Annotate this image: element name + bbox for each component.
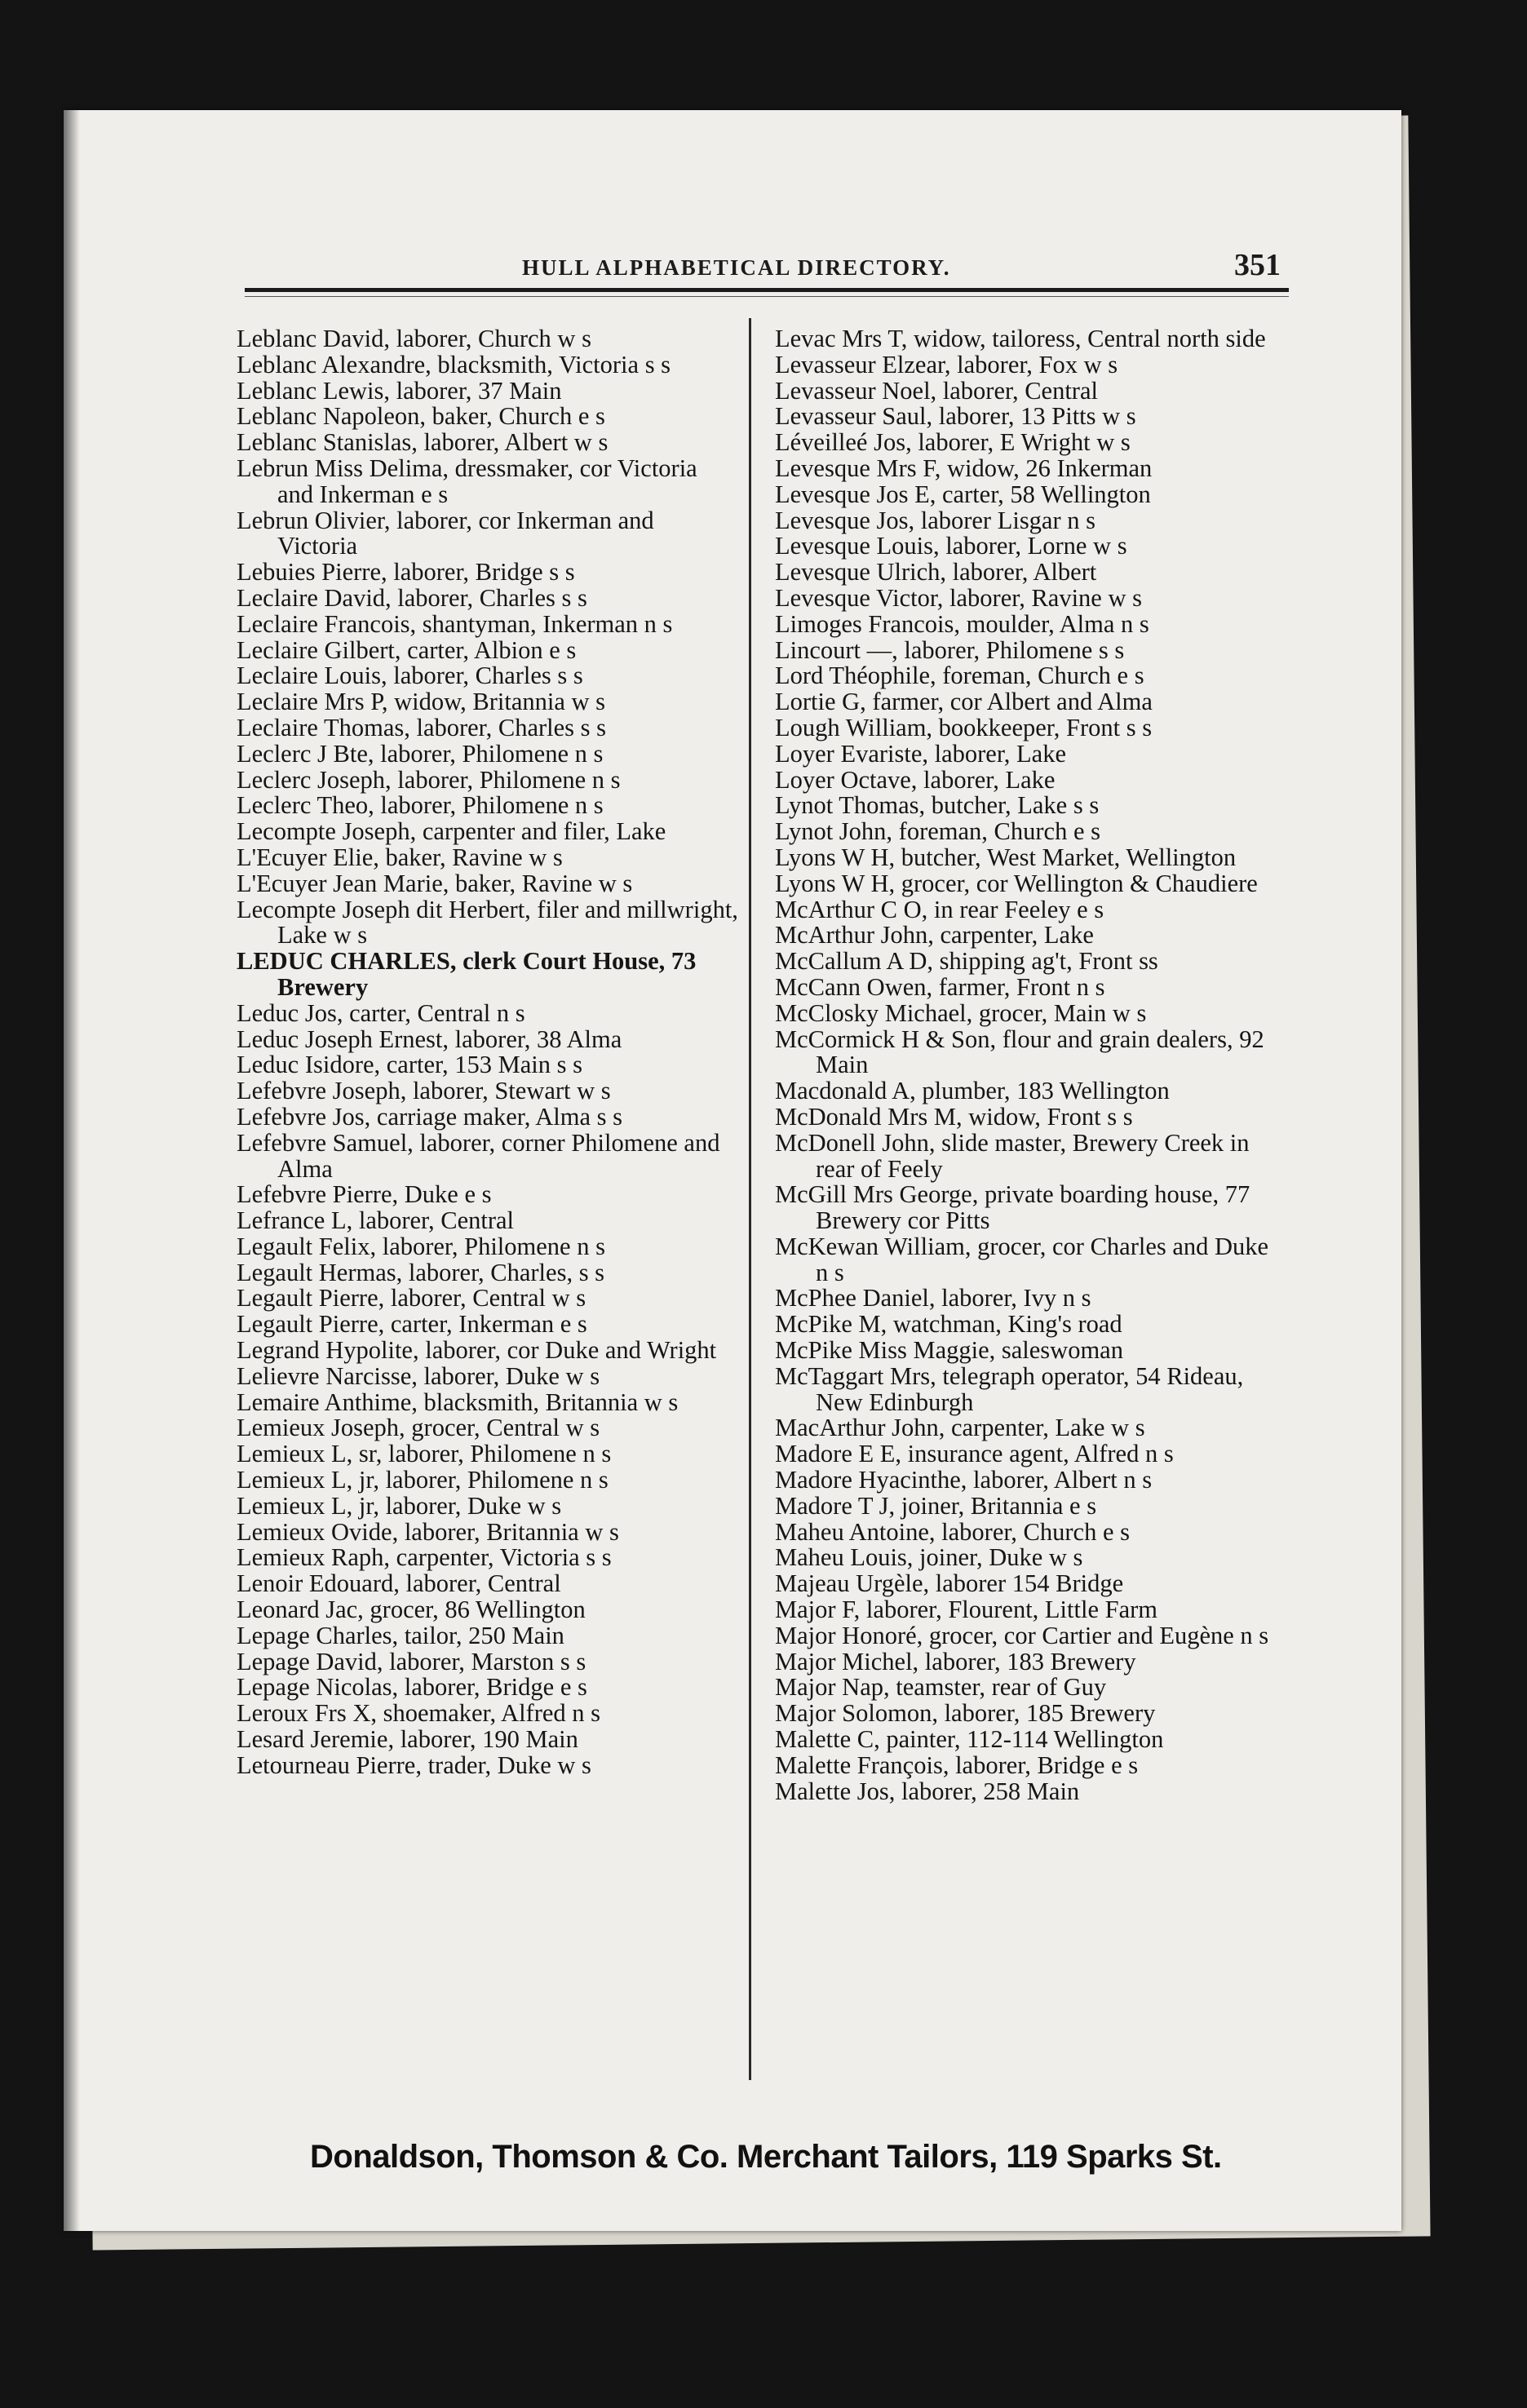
directory-entry: LEDUC CHARLES, clerk Court House, 73 Brewery [237,947,697,1001]
directory-entry: MacArthur John, carpenter, Lake w s [775,1414,1145,1442]
directory-entry: Lough William, bookkeeper, Front s s [775,713,1153,741]
directory-entry: Levesque Ulrich, laborer, Albert [775,558,1097,587]
directory-entry: Levac Mrs T, widow, tailoress, Central north side [775,325,1266,352]
page-title: HULL ALPHABETICAL DIRECTORY. [522,255,951,280]
directory-entry: Lemieux Joseph, grocer, Central w s [237,1414,600,1442]
directory-entry: Lynot Thomas, butcher, Lake s s [775,791,1100,820]
directory-entry: Legault Hermas, laborer, Charles, s s [237,1258,605,1286]
directory-entry: McDonald Mrs M, widow, Front s s [775,1102,1133,1131]
page-header [522,247,1281,283]
directory-entry: Lord Théophile, foreman, Church e s [775,662,1144,690]
directory-entry: McClosky Michael, grocer, Main w s [775,998,1147,1027]
directory-entry: Lebrun Olivier, laborer, cor Inkerman and Victoria [237,506,654,560]
directory-entry: McCallum A D, shipping ag't, Front ss [775,947,1158,976]
directory-entry: Lepage Nicolas, laborer, Bridge e s [237,1673,587,1702]
directory-entry: Leclaire Gilbert, carter, Albion e s [237,635,577,664]
directory-entry: Levasseur Saul, laborer, 13 Pitts w s [775,402,1136,431]
directory-entry: Lelievre Narcisse, laborer, Duke w s [237,1361,600,1390]
directory-entry: Leblanc Napoleon, baker, Church e s [237,402,605,431]
directory-entry: Leclaire David, laborer, Charles s s [237,583,587,612]
directory-entry: Legrand Hypolite, laborer, cor Duke and Wright [237,1336,717,1365]
directory-entry: Lemieux L, sr, laborer, Philomene n s [237,1440,612,1468]
directory-entry: Legault Pierre, laborer, Central w s [237,1284,586,1312]
directory-entry: Leblanc Stanislas, laborer, Albert w s [237,428,609,457]
directory-entry: Lefebvre Samuel, laborer, corner Philomene and Alma [237,1128,720,1183]
directory-entry: Malette Jos, laborer, 258 Main [775,1777,1080,1805]
directory-entry: Loyer Octave, laborer, Lake [775,765,1056,794]
directory-entry: Major Nap, teamster, rear of Guy [775,1673,1107,1702]
directory-entry: Levesque Mrs F, widow, 26 Inkerman [775,454,1153,482]
column-divider [749,318,751,2080]
directory-entry: Leclerc Theo, laborer, Philomene n s [237,791,604,820]
page-number: 351 [1234,248,1281,282]
directory-entry: Lefrance L, laborer, Central [237,1206,515,1235]
directory-entry: Leblanc David, laborer, Church w s [237,325,591,352]
header-rule [245,288,1289,292]
directory-entry: McCormick H & Son, flour and grain dealers, 92 Main [775,1025,1264,1079]
directory-entry: McArthur C O, in rear Feeley e s [775,895,1104,923]
directory-entry: Lincourt —, laborer, Philomene s s [775,635,1125,664]
directory-entry: Macdonald A, plumber, 183 Wellington [775,1077,1170,1105]
directory-entry: Madore Hyacinthe, laborer, Albert n s [775,1466,1153,1494]
directory-entry: Leroux Frs X, shoemaker, Alfred n s [237,1699,601,1728]
directory-entry: McTaggart Mrs, telegraph operator, 54 Rideau, New Edinburgh [775,1361,1244,1416]
directory-entry: Léveilleé Jos, laborer, E Wright w s [775,428,1131,457]
directory-entry: Leclerc J Bte, laborer, Philomene n s [237,739,604,768]
directory-entry: L'Ecuyer Elie, baker, Ravine w s [237,843,563,871]
directory-entry: McDonell John, slide master, Brewery Creek in rear of Feely [775,1128,1250,1183]
header-rule-thin [245,296,1289,297]
directory-entry: Majeau Urgèle, laborer 154 Bridge [775,1569,1124,1598]
directory-entry: Leclaire Thomas, laborer, Charles s s [237,713,607,741]
directory-entry: Levesque Louis, laborer, Lorne w s [775,532,1127,560]
directory-entry: McGill Mrs George, private boarding house, 77 Brewery cor Pitts [775,1180,1250,1235]
directory-entry: Legault Pierre, carter, Inkerman e s [237,1310,587,1339]
directory-entry: Major F, laborer, Flourent, Little Farm [775,1596,1157,1624]
directory-entry: Lenoir Edouard, laborer, Central [237,1569,561,1598]
directory-entry: Leblanc Alexandre, blacksmith, Victoria s s [237,350,671,378]
directory-entry: McArthur John, carpenter, Lake [775,921,1094,949]
right-column [775,326,1281,1804]
directory-entry: McCann Owen, farmer, Front n s [775,972,1105,1001]
directory-entry: McPike Miss Maggie, saleswoman [775,1336,1123,1365]
directory-entry: Leclaire Mrs P, widow, Britannia w s [237,688,606,716]
directory-entry: Lecompte Joseph dit Herbert, filer and millwright, Lake w s [237,895,738,949]
directory-entry: Lefebvre Joseph, laborer, Stewart w s [237,1077,611,1105]
directory-entry: Leblanc Lewis, laborer, 37 Main [237,376,562,405]
directory-entry: Legault Felix, laborer, Philomene n s [237,1232,605,1260]
directory-entry: Lyons W H, grocer, cor Wellington & Chaudiere [775,869,1258,897]
directory-entry: Leduc Isidore, carter, 153 Main s s [237,1051,582,1079]
directory-entry: Major Solomon, laborer, 185 Brewery [775,1699,1156,1728]
directory-entry: McPike M, watchman, King's road [775,1310,1122,1339]
directory-entry: Malette François, laborer, Bridge e s [775,1751,1139,1779]
directory-entry: Leclaire Louis, laborer, Charles s s [237,662,583,690]
directory-entry: Loyer Evariste, laborer, Lake [775,739,1066,768]
directory-entry: Lebrun Miss Delima, dressmaker, cor Victoria and Inkerman e s [237,454,697,508]
directory-entry: Levesque Jos E, carter, 58 Wellington [775,480,1151,508]
directory-entry: Madore E E, insurance agent, Alfred n s [775,1440,1174,1468]
directory-entry: Leclerc Joseph, laborer, Philomene n s [237,765,621,794]
directory-entry: Lepage Charles, tailor, 250 Main [237,1621,564,1649]
directory-entry: McPhee Daniel, laborer, Ivy n s [775,1284,1091,1312]
directory-entry: Lesard Jeremie, laborer, 190 Main [237,1725,578,1754]
directory-entry: Madore T J, joiner, Britannia e s [775,1491,1097,1520]
directory-entry: Major Michel, laborer, 183 Brewery [775,1647,1136,1675]
directory-entry: Lyons W H, butcher, West Market, Wellington [775,843,1237,871]
footer-advertisement: Donaldson, Thomson & Co. Merchant Tailors, 119 Sparks St. [310,2139,1222,2175]
directory-entry: Lynot John, foreman, Church e s [775,817,1100,846]
directory-entry: Leclaire Francois, shantyman, Inkerman n s [237,609,673,638]
directory-entry: Lepage David, laborer, Marston s s [237,1647,586,1675]
directory-entry: Leduc Jos, carter, Central n s [237,998,525,1027]
directory-entry: Leduc Joseph Ernest, laborer, 38 Alma [237,1025,622,1053]
directory-entry: Levesque Jos, laborer Lisgar n s [775,506,1096,534]
directory-entry: Major Honoré, grocer, cor Cartier and Eugène n s [775,1621,1269,1649]
directory-entry: McKewan William, grocer, cor Charles and Duke n s [775,1232,1269,1286]
directory-entry: Maheu Antoine, laborer, Church e s [775,1517,1130,1546]
directory-entry: Limoges Francois, moulder, Alma n s [775,609,1149,638]
directory-entry: Lortie G, farmer, cor Albert and Alma [775,688,1153,716]
directory-entry: Lemieux Ovide, laborer, Britannia w s [237,1517,619,1546]
directory-entry: Levasseur Elzear, laborer, Fox w s [775,350,1118,378]
directory-entry: Lemaire Anthime, blacksmith, Britannia w s [237,1388,679,1416]
directory-entry: Malette C, painter, 112-114 Wellington [775,1725,1164,1754]
directory-entry: Maheu Louis, joiner, Duke w s [775,1543,1083,1572]
directory-entry: Lefebvre Pierre, Duke e s [237,1180,492,1209]
page-gutter-shadow [64,110,80,2231]
left-column [237,326,738,1779]
directory-entry: Lemieux Raph, carpenter, Victoria s s [237,1543,612,1572]
directory-entry: Leonard Jac, grocer, 86 Wellington [237,1596,586,1624]
directory-entry: Lefebvre Jos, carriage maker, Alma s s [237,1102,623,1131]
directory-entry: Lecompte Joseph, carpenter and filer, Lake [237,817,666,846]
directory-entry: L'Ecuyer Jean Marie, baker, Ravine w s [237,869,633,897]
directory-entry: Lemieux L, jr, laborer, Philomene n s [237,1466,609,1494]
directory-entry: Levesque Victor, laborer, Ravine w s [775,583,1142,612]
directory-entry: Lemieux L, jr, laborer, Duke w s [237,1491,562,1520]
directory-entry: Letourneau Pierre, trader, Duke w s [237,1751,591,1779]
directory-entry: Levasseur Noel, laborer, Central [775,376,1098,405]
directory-entry: Lebuies Pierre, laborer, Bridge s s [237,558,575,587]
